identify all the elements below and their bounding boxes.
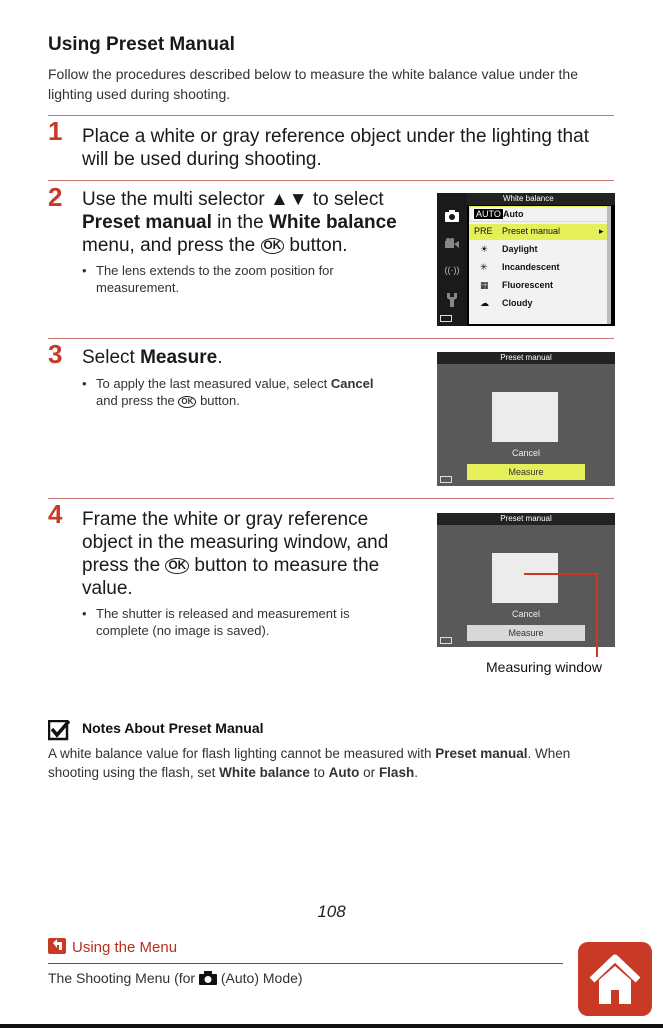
page-bottom-bar [0,1024,663,1028]
step-2-bullet: • The lens extends to the zoom position for measurement. [82,263,334,295]
step-divider [48,180,614,181]
battery-icon [440,637,452,644]
cancel-option[interactable]: Cancel [511,448,540,458]
back-arrow-icon [48,938,66,954]
step-number-4: 4 [48,499,63,529]
step-4-bullet: • The shutter is released and measurement is complete (no image is saved). [82,606,350,638]
section-title: Using Preset Manual [48,34,235,55]
scrollbar[interactable] [607,206,611,324]
step-number-3: 3 [48,339,63,369]
measuring-window [492,553,558,603]
step-1-text: Place a white or gray reference object under the lighting that will be used during shooting. [82,126,589,170]
menu-item-preset-manual[interactable]: PRE Preset manual ▸ [469,224,609,240]
preset-manual-screen-measuring [437,513,615,647]
ok-button-icon: OK [261,238,285,254]
cloud-icon: ☁ [480,298,489,308]
measuring-window [492,392,558,442]
callout-line [596,573,598,657]
menu-item-fluorescent[interactable]: ▦ Fluorescent [480,280,554,290]
camera-icon [199,971,217,988]
chevron-right-icon: ▸ [599,226,604,236]
step-divider [48,115,614,116]
footer-divider [48,963,563,964]
fluorescent-icon: ▦ [480,280,489,290]
callout-line [524,573,597,575]
step-divider [48,338,614,339]
step-2-text: Use the multi selector ▲▼ to select Preset manual in the White balance menu, and press the OK button. [82,189,397,256]
footer-breadcrumb: The Shooting Menu (for (Auto) Mode) [48,970,303,986]
screen-title: Preset manual [437,352,615,364]
measure-option[interactable]: Measure [467,464,585,480]
menu-item-cloudy[interactable]: ☁ Cloudy [480,298,533,308]
menu-item-incandescent[interactable]: ✳ Incandescent [480,262,560,272]
movie-icon [444,237,460,253]
using-the-menu-link[interactable]: Using the Menu [48,938,177,956]
step-number-1: 1 [48,116,63,146]
home-button[interactable] [578,942,652,1016]
ok-button-icon: OK [165,558,189,574]
callout-label: Measuring window [486,659,602,675]
battery-icon [440,315,452,322]
home-icon [578,942,652,1016]
notes-title: Notes About Preset Manual [82,720,264,736]
section-intro: Follow the procedures described below to measure the white balance value under the lighting used during shooting. [48,66,578,102]
wireless-icon: ((·)) [444,265,460,275]
step-3-bullet: • To apply the last measured value, select Cancel and press the OK button. [82,376,374,408]
step-3-text: Select Measure. [82,347,223,368]
preset-manual-screen-measure [437,352,615,486]
ok-button-icon: OK [178,396,196,408]
camera-icon [444,209,460,225]
wrench-icon [444,293,460,310]
menu-title: White balance [467,193,615,205]
screen-title: Preset manual [437,513,615,525]
cancel-option[interactable]: Cancel [511,609,540,619]
white-balance-menu-screen [437,193,615,326]
step-4-text: Frame the white or gray reference object in the measuring window, and press the OK button to measure the value. [82,509,389,599]
menu-list [469,206,611,324]
check-icon [48,720,68,740]
battery-icon [440,476,452,483]
page-number: 108 [317,902,346,921]
notes-body: A white balance value for flash lighting cannot be measured with Preset manual. When shooting using the flash, set White balance to Auto or Flash. [48,746,571,780]
menu-item-daylight[interactable]: ☀ Daylight [480,244,538,254]
menu-tabs [437,193,467,326]
step-number-2: 2 [48,182,63,212]
bulb-icon: ✳ [480,262,488,272]
menu-item-auto[interactable]: AUTO Auto [469,206,609,222]
step-divider [48,498,614,499]
sun-icon: ☀ [480,244,489,254]
measure-option[interactable]: Measure [467,625,585,641]
